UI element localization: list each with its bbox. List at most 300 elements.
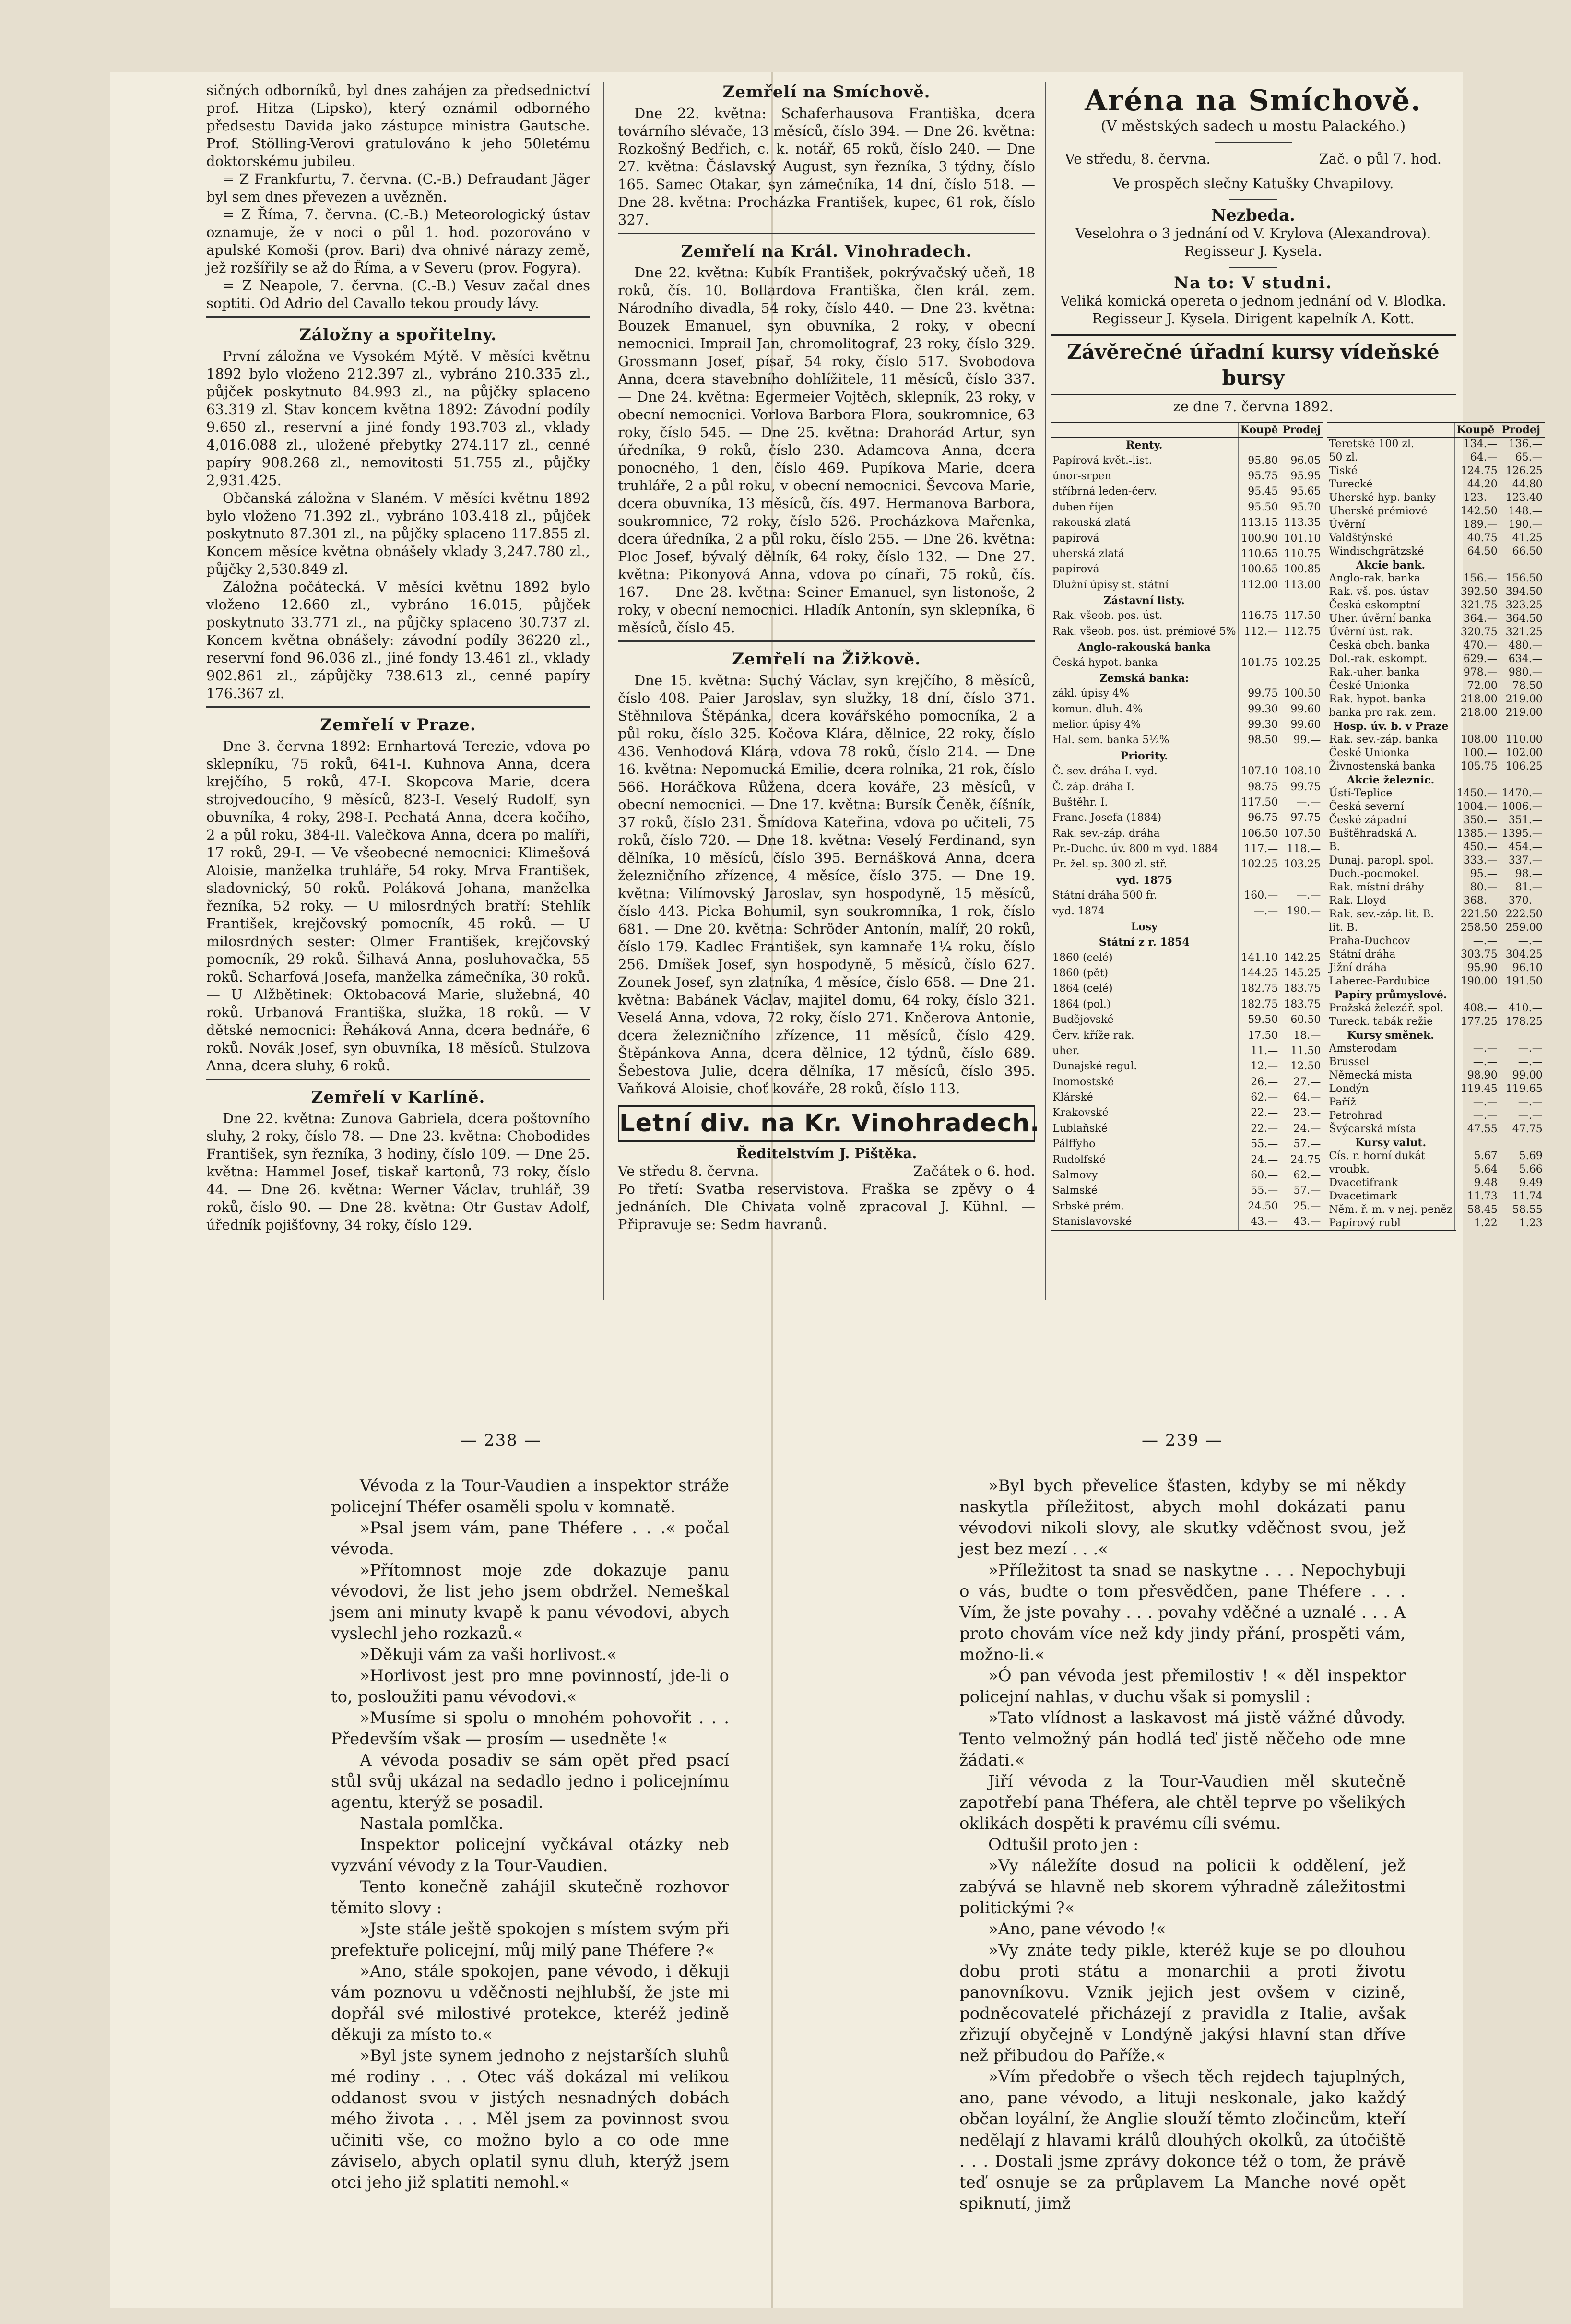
- bursy-cell-name: Uher. úvěrní banka: [1327, 612, 1454, 626]
- bursy-cell-name: Brussel: [1327, 1055, 1454, 1069]
- bursy-cell-sell: 23.—: [1280, 1105, 1323, 1121]
- short-rule: [1229, 199, 1277, 200]
- bursy-cell-buy: 100.65: [1238, 562, 1280, 577]
- bursy-cell-buy: 96.75: [1238, 810, 1280, 826]
- bursy-cell-name: Papírový rubl: [1327, 1217, 1454, 1230]
- bursy-cell-sell: 103.25: [1280, 857, 1323, 872]
- novel-paragraph: »Ano, pane vévodo !«: [988, 1920, 1166, 1939]
- bursy-cell-name: lit. B.: [1327, 921, 1454, 935]
- bursy-cell-buy: 303.75: [1454, 948, 1500, 961]
- bursy-cell-sell: 99.60: [1280, 717, 1323, 733]
- bursy-cell-sell: 222.50: [1500, 908, 1545, 921]
- bursy-cell-sell: 62.—: [1280, 1168, 1323, 1183]
- bursy-cell-sell: 27.—: [1280, 1075, 1323, 1090]
- bursy-cell-name: Buštěhr. I.: [1051, 795, 1238, 810]
- bursy-cell-sell: 190.—: [1500, 518, 1545, 532]
- bursy-cell-sell: 219.00: [1500, 706, 1545, 720]
- bursy-row: [1327, 1082, 1545, 1096]
- bursy-cell-buy: 1004.—: [1454, 800, 1500, 814]
- bursy-row: [1327, 626, 1545, 639]
- bursy-cell-sell: 321.25: [1500, 626, 1545, 639]
- bursy-cell-name: Tureck. tabák režie: [1327, 1015, 1454, 1029]
- bursy-cell-sell: 980.—: [1500, 666, 1545, 679]
- bursy-cell-sell: 219.00: [1500, 693, 1545, 706]
- bursy-cell-sell: 101.10: [1280, 531, 1323, 546]
- bursy-cell-buy: [1238, 640, 1280, 655]
- bursy-cell-buy: 364.—: [1454, 612, 1500, 626]
- section-heading-zizkov: Zemřelí na Žižkově.: [732, 650, 921, 669]
- novel-paragraph: Inspektor policejní vyčkával otázky neb vyzvání vévody z la Tour-Vaudien.: [331, 1835, 729, 1875]
- bursy-cell-sell: 57.—: [1280, 1183, 1323, 1198]
- bursy-row: [1327, 1002, 1545, 1015]
- bursy-cell-sell: 190.—: [1280, 903, 1323, 919]
- bursy-row: [1051, 857, 1323, 872]
- bursy-row: [1051, 500, 1323, 515]
- bursy-cell-sell: 118.—: [1280, 842, 1323, 857]
- bursy-row: [1051, 437, 1323, 453]
- bursy-row: [1327, 558, 1545, 572]
- bursy-cell-name: Č. sev. dráha I. vyd.: [1051, 764, 1238, 779]
- bursy-cell-sell: 11.50: [1280, 1043, 1323, 1059]
- bursy-row: [1051, 826, 1323, 842]
- bursy-row: [1327, 437, 1545, 451]
- bursy-row: [1051, 1183, 1323, 1198]
- bursy-row: [1051, 919, 1323, 935]
- bursy-rows-left: [1051, 437, 1323, 1230]
- novel-paragraph: Tento konečně zahájil skutečně rozhovor těmito slovy :: [331, 1877, 729, 1918]
- page-number-left: — 238 —: [461, 1431, 542, 1450]
- bursy-cell-buy: 221.50: [1454, 908, 1500, 921]
- theatre-ad-time: Začátek o 6. hod.: [913, 1163, 1035, 1179]
- bursy-cell-buy: 1450.—: [1454, 787, 1500, 800]
- bursy-cell-buy: 22.—: [1238, 1121, 1280, 1137]
- bursy-cell-sell: 99.75: [1280, 779, 1323, 794]
- col-header-name: [1051, 423, 1238, 437]
- bursy-cell-buy: 106.50: [1238, 826, 1280, 842]
- bursy-cell-sell: 57.—: [1280, 1137, 1323, 1152]
- novel-paragraph: Vévoda z la Tour-Vaudien a inspektor stráže policejní Théfer osaměli spolu v komnatě.: [331, 1476, 729, 1517]
- bursy-cell-buy: 177.25: [1454, 1015, 1500, 1029]
- bursy-cell-buy: 24.50: [1238, 1199, 1280, 1214]
- bursy-cell-buy: [1454, 773, 1500, 787]
- bursy-cell-sell: 126.25: [1500, 464, 1545, 478]
- bursy-cell-name: Dlužní úpisy st. státní: [1051, 578, 1238, 593]
- bursy-row: [1327, 800, 1545, 814]
- bursy-cell-name: Rak. sev.-záp. lit. B.: [1327, 908, 1454, 921]
- bursy-cell-buy: —.—: [1454, 935, 1500, 948]
- bursy-cell-sell: 113.00: [1280, 578, 1323, 593]
- bursy-cell-name: Salmské: [1051, 1183, 1238, 1198]
- bursy-row: [1327, 894, 1545, 908]
- bursy-cell-name: Budějovské: [1051, 1012, 1238, 1028]
- bursy-cell-sell: 480.—: [1500, 639, 1545, 652]
- bursy-row: [1327, 1123, 1545, 1136]
- bursy-cell-buy: 98.50: [1238, 733, 1280, 748]
- bursy-row: [1327, 1176, 1545, 1190]
- bursy-cell-name: Rak. všeob. pos. úst.: [1051, 608, 1238, 624]
- bursy-cell-buy: [1238, 935, 1280, 950]
- bursy-row: [1051, 935, 1323, 950]
- bursy-cell-sell: 148.—: [1500, 505, 1545, 518]
- bursy-cell-buy: 59.50: [1238, 1012, 1280, 1028]
- col-header-buy: Koupě: [1238, 423, 1280, 437]
- bursy-row: [1327, 532, 1545, 545]
- bursy-row: [1327, 585, 1545, 599]
- bursy-row: [1051, 640, 1323, 655]
- bursy-cell-buy: 258.50: [1454, 921, 1500, 935]
- bursy-cell-buy: 5.64: [1454, 1163, 1500, 1176]
- bursy-cell-name: Turecké: [1327, 478, 1454, 491]
- column-1: [206, 82, 590, 1310]
- bursy-row: [1051, 484, 1323, 499]
- column-3: [1051, 84, 1543, 1312]
- bursy-row: [1327, 679, 1545, 693]
- bursy-row: [1327, 693, 1545, 706]
- bursy-cell-sell: 119.65: [1500, 1082, 1545, 1096]
- bursy-cell-buy: —.—: [1454, 1096, 1500, 1109]
- bursy-cell-name: Anglo-rakouská banka: [1051, 640, 1238, 655]
- bursy-row: [1051, 981, 1323, 996]
- bursy-cell-buy: 102.25: [1238, 857, 1280, 872]
- bursy-cell-sell: 97.75: [1280, 810, 1323, 826]
- bursy-cell-sell: [1500, 558, 1545, 572]
- bursy-cell-name: Rak. hypot. banka: [1327, 693, 1454, 706]
- bursy-row: [1051, 608, 1323, 624]
- bursy-cell-sell: 78.50: [1500, 679, 1545, 693]
- bursy-cell-name: Jižní dráha: [1327, 961, 1454, 975]
- bursy-cell-name: melior. úpisy 4%: [1051, 717, 1238, 733]
- bursy-cell-buy: 99.30: [1238, 702, 1280, 717]
- novel-paragraph: »Děkuji vám za vaši horlivost.«: [360, 1645, 617, 1664]
- bursy-date: ze dne 7. června 1892.: [1173, 398, 1334, 415]
- bursy-cell-sell: 81.—: [1500, 881, 1545, 894]
- bursy-cell-sell: 454.—: [1500, 841, 1545, 854]
- bursy-cell-sell: 191.50: [1500, 975, 1545, 988]
- bursy-cell-buy: 100.—: [1454, 747, 1500, 760]
- bursy-cell-buy: 55.—: [1238, 1183, 1280, 1198]
- bursy-cell-sell: 65.—: [1500, 451, 1545, 464]
- play-nezbeda-info: Veselohra o 3 jednání od V. Krylova (Alexandrova). Regisseur J. Kysela.: [1075, 225, 1431, 259]
- bursy-cell-sell: 259.00: [1500, 921, 1545, 935]
- bursy-cell-sell: 1006.—: [1500, 800, 1545, 814]
- bursy-cell-name: České Unionka: [1327, 679, 1454, 693]
- bursy-cell-name: B.: [1327, 841, 1454, 854]
- bursy-cell-name: Česká severní: [1327, 800, 1454, 814]
- bursy-cell-name: Rak.-uher. banka: [1327, 666, 1454, 679]
- column-rule: [603, 82, 604, 1300]
- bursy-row: [1051, 546, 1323, 562]
- bursy-cell-name: Dvacetimark: [1327, 1190, 1454, 1203]
- novel-paragraph: Jiří vévoda z la Tour-Vaudien měl skutečně zapotřebí pana Théfera, ale chtěl teprve po všelikých oklikách dospěti k pravému cíli svému.: [959, 1772, 1406, 1833]
- bursy-row: [1051, 966, 1323, 981]
- bursy-cell-buy: 95.80: [1238, 453, 1280, 469]
- bursy-cell-sell: —.—: [1280, 888, 1323, 903]
- bursy-cell-sell: 634.—: [1500, 652, 1545, 666]
- bursy-cell-name: Hosp. úv. b. v Praze: [1327, 720, 1454, 733]
- bursy-cell-name: Ústí-Teplice: [1327, 787, 1454, 800]
- bursy-cell-name: Losy: [1051, 919, 1238, 935]
- bursy-row: [1051, 686, 1323, 701]
- bursy-cell-name: Duch.-podmokel.: [1327, 867, 1454, 881]
- bursy-cell-name: Papírová květ.-list.: [1051, 453, 1238, 469]
- bursy-cell-name: Úvěrní úst. rak.: [1327, 626, 1454, 639]
- bursy-cell-sell: 96.10: [1500, 961, 1545, 975]
- bursy-row: [1051, 733, 1323, 748]
- bursy-row: [1051, 531, 1323, 546]
- bursy-cell-sell: 99.60: [1280, 702, 1323, 717]
- bursy-cell-sell: 110.00: [1500, 733, 1545, 747]
- bursy-row: [1051, 593, 1323, 608]
- bursy-cell-sell: [1280, 873, 1323, 888]
- bursy-cell-name: Cís. r. horní dukát: [1327, 1150, 1454, 1163]
- bursy-cell-buy: 116.75: [1238, 608, 1280, 624]
- bursy-cell-name: 1864 (celé): [1051, 981, 1238, 996]
- col-header-sell: Prodej: [1500, 423, 1545, 437]
- bursy-cell-name: Pražská železář. spol.: [1327, 1002, 1454, 1015]
- bursy-cell-sell: 100.50: [1280, 686, 1323, 701]
- bursy-cell-buy: 9.48: [1454, 1176, 1500, 1190]
- bursy-cell-buy: 58.45: [1454, 1203, 1500, 1217]
- bursy-cell-buy: 112.—: [1238, 624, 1280, 640]
- bursy-row: [1327, 1163, 1545, 1176]
- deaths-praha: Dne 3. června 1892: Ernhartová Terezie, vdova po sklepníku, 75 roků, 641-I. Kuhnova Anna, dcera krejčího, 5 roků, 47-I. Skopcova Marie, dcera strojvedoucího, 9 měsíců, 823-I. Veselý Rudolf, syn obuvníka, 4 roky, 298-I. Pechatá Anna, dcera kočího, 2 a půl roku, 384-II. Valečkova Anna, dcera po malíři, 17 roků, 29-I. — Ve všeobecné nemocnici: Klimešová Aloisie, manželka truhláře, 54 roky. Mrva František, sladovnický, 50 roků. Poláková Johana, manželka řezníka, 52 roky. — U milosrdných bratří: Stehlík František, krejčovský pomocník, 45 roků. — U milosrdných sester: Olmer František, krejčovský pomocník, 29 roků. Šilhavá Anna, posluhovačka, 55 roků. Scharfová Josefa, manželka zámečníka, 30 roků. — U Alžbětinek: Oktobacová Marie, služebná, 40 roků. Urbanová Františka, služka, 18 roků. — V dětské nemocnici: Řeháková Anna, dcera bednáře, 6 roků. Novák Josef, syn obuvníka, 18 měsíců. Stulzova Anna, dcera sluhy, 6 roků.: [206, 738, 590, 1074]
- bursy-table-right: [1327, 422, 1545, 1230]
- bursy-row: [1051, 842, 1323, 857]
- bursy-cell-sell: [1500, 1029, 1545, 1042]
- bursy-cell-buy: 98.90: [1454, 1069, 1500, 1082]
- bursy-row: [1051, 873, 1323, 888]
- bursy-cell-name: Rak. sev.-záp. banka: [1327, 733, 1454, 747]
- bursy-cell-name: duben říjen: [1051, 500, 1238, 515]
- bursy-cell-sell: 44.80: [1500, 478, 1545, 491]
- arena-title: Aréna na Smíchově.: [1085, 84, 1422, 118]
- bursy-cell-buy: 98.75: [1238, 779, 1280, 794]
- bursy-row: [1327, 505, 1545, 518]
- novel-paragraph: »Byl jste synem jednoho z nejstarších sluhů mé rodiny . . . Otec váš dokázal mi velikou oddanost svou v jistých nesnadných dobách mého života . . . Měl jsem za povinnost svou učiniti vše, co možno bylo a co ode mne záviselo, abych oplatil synu dluh, kterýž jsem otci jeho již splatiti nemohl.«: [331, 2046, 729, 2192]
- bursy-row: [1327, 760, 1545, 773]
- bursy-row: [1327, 988, 1545, 1002]
- bursy-cell-name: uherská zlatá: [1051, 546, 1238, 562]
- bursy-row: [1051, 469, 1323, 484]
- novel-paragraph: »Byl bych převelice šťasten, kdyby se mi někdy naskytla příležitost, abych mohl dokázati panu vévodovi nikoli slovy, ale skutky vděčnost svou, jež jest bez mezí . . .«: [959, 1476, 1406, 1559]
- bursy-cell-buy: 218.00: [1454, 706, 1500, 720]
- bursy-row: [1051, 1137, 1323, 1152]
- bursy-row: [1327, 881, 1545, 894]
- bursy-cell-name: Česká hypot. banka: [1051, 655, 1238, 670]
- bursy-cell-sell: 394.50: [1500, 585, 1545, 599]
- col-header-buy: Koupě: [1454, 423, 1500, 437]
- bursy-row: [1327, 854, 1545, 867]
- bursy-cell-buy: 134.—: [1454, 437, 1500, 451]
- bursy-cell-sell: 95.70: [1280, 500, 1323, 515]
- bursy-cell-name: Státní z r. 1854: [1051, 935, 1238, 950]
- bursy-cell-buy: 64.50: [1454, 545, 1500, 558]
- bursy-cell-buy: 182.75: [1238, 997, 1280, 1012]
- bursy-cell-buy: 40.75: [1454, 532, 1500, 545]
- bursy-cell-buy: 156.—: [1454, 572, 1500, 585]
- bursy-cell-sell: 100.85: [1280, 562, 1323, 577]
- bursy-cell-buy: 62.—: [1238, 1090, 1280, 1105]
- bursy-cell-sell: [1500, 1136, 1545, 1150]
- novel-paragraph: »Jste stále ještě spokojen s místem svým při prefektuře policejní, můj milý pane Théfere ?«: [331, 1920, 729, 1960]
- bursy-cell-name: Rak. Lloyd: [1327, 894, 1454, 908]
- bursy-cell-buy: 60.—: [1238, 1168, 1280, 1183]
- bursy-cell-sell: [1280, 640, 1323, 655]
- bursy-cell-sell: [1280, 437, 1323, 453]
- news-rome: = Z Říma, 7. června. (C.-B.) Meteorologický ústav oznamuje, že v noci o půl 1. hod. pozorováno v apulské Komoši (prov. Bari) dva ohnivé nárazy země, jež rozšířily se až do Říma, a v Severu (prov. Fogyra).: [206, 206, 590, 276]
- bursy-cell-sell: 41.25: [1500, 532, 1545, 545]
- bursy-cell-buy: [1238, 593, 1280, 608]
- bursy-cell-sell: 304.25: [1500, 948, 1545, 961]
- bursy-row: [1327, 1096, 1545, 1109]
- bursy-cell-buy: —.—: [1238, 903, 1280, 919]
- bursy-cell-buy: 95.90: [1454, 961, 1500, 975]
- bursy-cell-buy: —.—: [1454, 1055, 1500, 1069]
- bursy-row: [1327, 518, 1545, 532]
- bursy-cell-sell: 156.50: [1500, 572, 1545, 585]
- bursy-cell-name: Valdštýnské: [1327, 532, 1454, 545]
- bursy-cell-sell: 110.75: [1280, 546, 1323, 562]
- bursy-cell-sell: 24.—: [1280, 1121, 1323, 1137]
- bursy-cell-name: Petrohrad: [1327, 1109, 1454, 1123]
- bursy-cell-buy: 142.50: [1454, 505, 1500, 518]
- bursy-cell-buy: 72.00: [1454, 679, 1500, 693]
- bursy-row: [1327, 1029, 1545, 1042]
- play-studni-info: Veliká komická opereta o jednom jednání od V. Blodka. Regisseur J. Kysela. Dirigent kapelník A. Kott.: [1060, 293, 1446, 327]
- bursy-cell-name: papírová: [1051, 531, 1238, 546]
- bursy-cell-name: Červ. kříže rak.: [1051, 1028, 1238, 1043]
- bursy-row: [1051, 1199, 1323, 1214]
- bursy-cell-name: Lublaňské: [1051, 1121, 1238, 1137]
- bursy-row: [1327, 451, 1545, 464]
- bursy-cell-buy: 392.50: [1454, 585, 1500, 599]
- bursy-row: [1051, 562, 1323, 577]
- bursy-cell-sell: [1280, 935, 1323, 950]
- bursy-cell-sell: 95.95: [1280, 469, 1323, 484]
- bursy-cell-buy: 110.65: [1238, 546, 1280, 562]
- bursy-cell-name: Dunaj. paropl. spol.: [1327, 854, 1454, 867]
- bursy-cell-name: Dol.-rak. eskompt.: [1327, 652, 1454, 666]
- bursy-row: [1051, 748, 1323, 764]
- bursy-cell-buy: —.—: [1454, 1109, 1500, 1123]
- bursy-cell-buy: [1238, 671, 1280, 686]
- bursy-row: [1051, 903, 1323, 919]
- bursy-cell-name: Zástavní listy.: [1051, 593, 1238, 608]
- bursy-cell-name: zákl. úpisy 4%: [1051, 686, 1238, 701]
- bursy-cell-sell: —.—: [1500, 1042, 1545, 1055]
- column-2: [618, 82, 1040, 1310]
- bursy-row: [1327, 1015, 1545, 1029]
- bursy-row: [1051, 702, 1323, 717]
- bursy-cell-name: Česká obch. banka: [1327, 639, 1454, 652]
- bursy-row: [1327, 747, 1545, 760]
- bursy-cell-buy: [1454, 1029, 1500, 1042]
- bursy-cell-buy: 1.22: [1454, 1217, 1500, 1230]
- bursy-cell-sell: 47.75: [1500, 1123, 1545, 1136]
- bursy-row: [1051, 795, 1323, 810]
- arena-datetime: [1051, 150, 1456, 168]
- bursy-row: [1327, 773, 1545, 787]
- bursy-cell-name: Dunajské regul.: [1051, 1059, 1238, 1074]
- bursy-row: [1327, 975, 1545, 988]
- news-frankfurt: = Z Frankfurtu, 7. června. (C.-B.) Defraudant Jäger byl sem dnes převezen a uvězněn.: [206, 171, 590, 205]
- bursy-cell-name: České Unionka: [1327, 747, 1454, 760]
- bursy-cell-sell: [1280, 919, 1323, 935]
- bursy-cell-buy: 189.—: [1454, 518, 1500, 532]
- bursy-cell-name: České západní: [1327, 814, 1454, 827]
- bursy-cell-name: Priority.: [1051, 748, 1238, 764]
- bursy-cell-buy: 470.—: [1454, 639, 1500, 652]
- bursy-cell-sell: 364.50: [1500, 612, 1545, 626]
- bursy-cell-name: Dvacetifrank: [1327, 1176, 1454, 1190]
- bursy-cell-name: Švýcarská místa: [1327, 1123, 1454, 1136]
- bursy-title: Závěrečné úřadní kursy vídeňské bursy: [1051, 334, 1456, 395]
- bursy-cell-buy: 160.—: [1238, 888, 1280, 903]
- bursy-cell-name: 1864 (pol.): [1051, 997, 1238, 1012]
- bursy-row: [1051, 764, 1323, 779]
- bursy-cell-sell: 142.25: [1280, 950, 1323, 966]
- bursy-cell-sell: 1.23: [1500, 1217, 1545, 1230]
- bursy-cell-buy: 218.00: [1454, 693, 1500, 706]
- bursy-row: [1051, 950, 1323, 966]
- bursy-cell-name: Akcie bank.: [1327, 558, 1454, 572]
- bursy-row: [1327, 1055, 1545, 1069]
- theatre-ad-program: Po třetí: Svatba reservistova. Fraška se zpěvy o 4 jednáních. Dle Chivata volně zpracoval J. Kühnl. — Připravuje se: Sedm havranů.: [618, 1181, 1035, 1233]
- bursy-row: [1051, 1043, 1323, 1059]
- bursy-cell-sell: 136.—: [1500, 437, 1545, 451]
- bursy-cell-sell: [1500, 720, 1545, 733]
- novel-paragraph: »Vy znáte tedy pikle, kteréž kuje se po dlouhou dobu proti státu a monarchii a proti životu panovníkovu. Vznik jejich jest ovšem v cizině, podněcovatelé přicházejí z pravidla z Italie, avšak zřizují obyčejně v Londýně jakýsi hlavní stan dříve než přibudou do Paříže.«: [959, 1941, 1406, 2065]
- bursy-row: [1051, 1214, 1323, 1230]
- bursy-row: [1051, 671, 1323, 686]
- novel-paragraph: »Musíme si spolu o mnohém pohovořit . . . Především však — prosím — usedněte !«: [331, 1708, 729, 1749]
- novel-paragraph: A vévoda posadiv se sám opět před psací stůl svůj ukázal na sedadlo jedno i policejnímu agentu, kterýž se posadil.: [331, 1751, 729, 1812]
- bursy-cell-buy: 95.45: [1238, 484, 1280, 499]
- bursy-cell-buy: 22.—: [1238, 1105, 1280, 1121]
- novel-page-right: [959, 1475, 1406, 2214]
- bursy-cell-name: Něm. ř. m. v nej. peněz: [1327, 1203, 1454, 1217]
- bursy-cell-name: Pr.-Duchc. úv. 800 m vyd. 1884: [1051, 842, 1238, 857]
- bursy-row: [1051, 515, 1323, 531]
- bursy-cell-name: Hal. sem. banka 5½%: [1051, 733, 1238, 748]
- bursy-cell-sell: 60.50: [1280, 1012, 1323, 1028]
- bursy-cell-sell: 64.—: [1280, 1090, 1323, 1105]
- bursy-cell-sell: —.—: [1500, 1096, 1545, 1109]
- bursy-cell-buy: 182.75: [1238, 981, 1280, 996]
- section-heading-smichov: Zemřelí na Smíchově.: [722, 83, 931, 102]
- bursy-cell-buy: 144.25: [1238, 966, 1280, 981]
- bursy-cell-name: Kursy směnek.: [1327, 1029, 1454, 1042]
- short-rule: [1215, 142, 1292, 143]
- bursy-cell-name: Pálffyho: [1051, 1137, 1238, 1152]
- bursy-cell-buy: 95.50: [1238, 500, 1280, 515]
- bursy-row: [1327, 961, 1545, 975]
- bursy-cell-name: Zemská banka:: [1051, 671, 1238, 686]
- bursy-cell-buy: [1238, 919, 1280, 935]
- bursy-cell-name: Teretské 100 zl.: [1327, 437, 1454, 451]
- theatre-ad-date: Ve středu 8. června.: [618, 1163, 759, 1179]
- bursy-cell-name: Amsterodam: [1327, 1042, 1454, 1055]
- bursy-row: [1327, 935, 1545, 948]
- bursy-cell-buy: [1238, 873, 1280, 888]
- bursy-cell-buy: 107.10: [1238, 764, 1280, 779]
- bursy-row: [1051, 624, 1323, 640]
- novel-paragraph: »Psal jsem vám, pane Théfere . . .« počal vévoda.: [331, 1518, 729, 1559]
- bursy-row: [1327, 478, 1545, 491]
- bursy-cell-sell: 5.69: [1500, 1150, 1545, 1163]
- arena-subtitle: (V městských sadech u mostu Palackého.): [1100, 118, 1406, 135]
- bursy-row: [1051, 1075, 1323, 1090]
